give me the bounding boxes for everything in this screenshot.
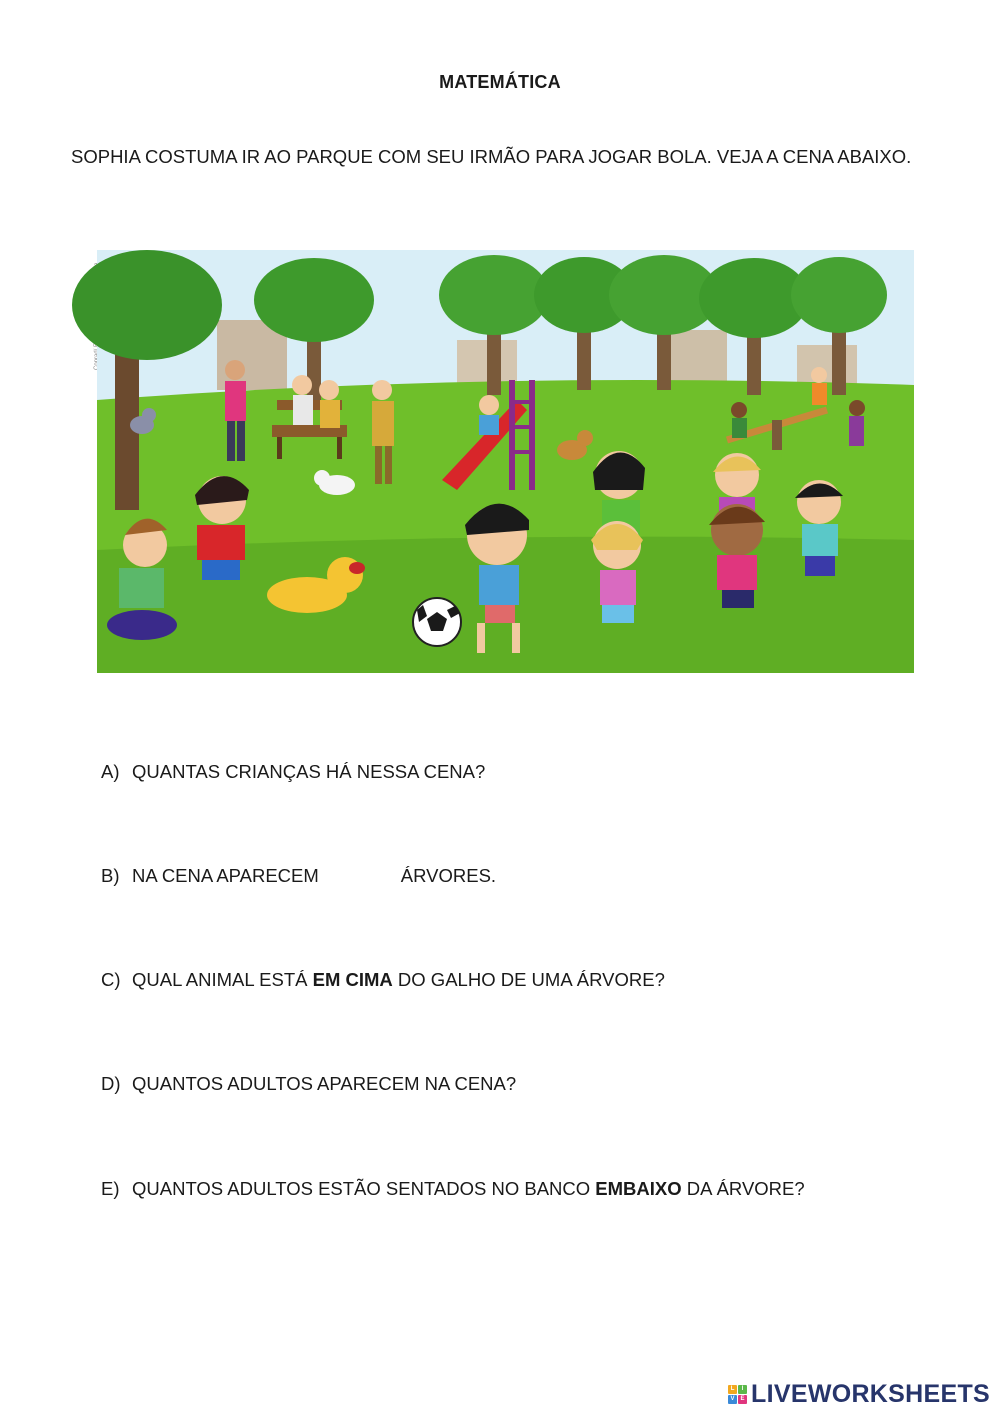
question-c-emphasis: EM CIMA <box>312 969 393 990</box>
question-a <box>101 761 485 783</box>
question-e-text-after: DA ÁRVORE? <box>681 1178 805 1199</box>
question-d-letter: D) <box>101 1073 121 1094</box>
question-b-text-before: NA CENA APARECEM <box>132 865 319 886</box>
liveworksheets-logo[interactable] <box>728 1381 990 1407</box>
question-b-letter: B) <box>101 865 120 886</box>
question-c <box>101 969 665 991</box>
question-a-letter: A) <box>101 761 120 782</box>
question-d-text: QUANTOS ADULTOS APARECEM NA CENA? <box>132 1073 517 1094</box>
question-b-text-after: ÁRVORES. <box>400 865 497 886</box>
question-b <box>101 865 496 887</box>
question-e <box>101 1178 805 1200</box>
park-scene-illustration <box>97 250 914 673</box>
question-e-letter: E) <box>101 1178 120 1199</box>
question-a-text: QUANTAS CRIANÇAS HÁ NESSA CENA? <box>132 761 486 782</box>
logo-text: LIVEWORKSHEETS <box>751 1379 990 1408</box>
question-e-text-before: QUANTOS ADULTOS ESTÃO SENTADOS NO BANCO <box>132 1178 596 1199</box>
worksheet-title: MATEMÁTICA <box>439 72 561 92</box>
question-d <box>101 1073 516 1095</box>
intro-paragraph: SOPHIA COSTUMA IR AO PARQUE COM SEU IRMÃO PARA JOGAR BOLA. VEJA A CENA ABAIXO. <box>71 146 912 167</box>
question-c-text-after: DO GALHO DE UMA ÁRVORE? <box>392 969 665 990</box>
question-e-emphasis: EMBAIXO <box>595 1178 682 1199</box>
question-c-letter: C) <box>101 969 121 990</box>
logo-mark-icon: L I V E <box>728 1385 747 1404</box>
question-c-text-before: QUAL ANIMAL ESTÁ <box>132 969 313 990</box>
